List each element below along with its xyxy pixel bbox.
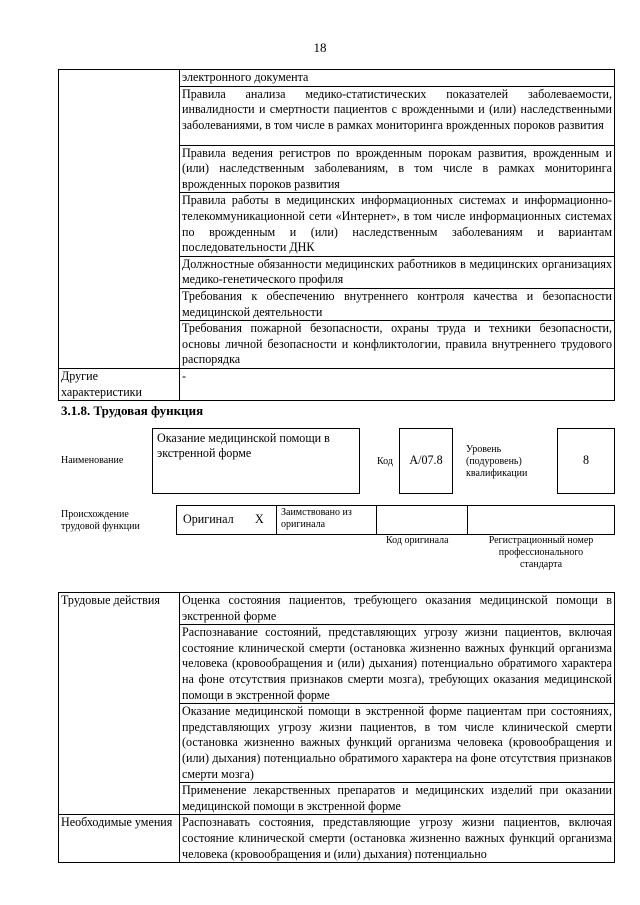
- code-value: A/07.8: [409, 453, 443, 467]
- list-item: Распознавание состояний, представляющих угрозу жизни пациентов, включая состояние клинической смерти (остановка жизненно важных функций организма человека (кровообращения и (или) дыхания) потенциально обратимого характера на фоне отсутствия признаков смерти мозга), требующих оказания медицинской помощи в экстренной форме: [180, 625, 615, 704]
- origin-label: Происхождение трудовой функции: [61, 509, 140, 532]
- row-label: Необходимые умения: [59, 815, 180, 863]
- top-table: [58, 69, 615, 401]
- list-item: Требования пожарной безопасности, охраны труда и техники безопасности, основы личной безопасности и конфликтологии, правила внутреннего трудового распорядка: [180, 321, 615, 369]
- list-item: Распознавать состояния, представляющие угрозу жизни пациентов, включая состояние клинической смерти (остановка жизненно важных функций организма человека (кровообращения и (или) дыхания) потенциально: [180, 815, 615, 863]
- borrowed-box: [276, 505, 377, 535]
- reg-number-box: [467, 505, 615, 535]
- page-number: 18: [313, 40, 327, 55]
- borrowed-label: Заимствовано из оригинала: [281, 507, 352, 530]
- reg-number-label: Регистрационный номер профессионального стандарта: [488, 535, 594, 570]
- name-label: Наименование: [61, 455, 124, 466]
- list-item: Оценка состояния пациентов, требующего оказания медицинской помощи в экстренной форме: [180, 593, 615, 625]
- list-item: -: [180, 368, 615, 400]
- list-item: Требования к обеспечению внутреннего контроля качества и безопасности медицинской деятельности: [180, 288, 615, 320]
- row-label: [59, 70, 180, 369]
- list-item: Правила анализа медико-статистических показателей заболеваемости, инвалидности и смертности пациентов с врожденными и (или) наследственными заболеваниями, в том числе в рамках мониторинга врожденных пороков развития: [180, 86, 615, 145]
- level-label: Уровень (подуровень) квалификации: [466, 444, 528, 479]
- table-row: [59, 368, 615, 400]
- code-box: [399, 428, 453, 494]
- code-label: Код: [377, 456, 393, 467]
- table-row: [59, 70, 615, 87]
- list-item: электронного документа: [180, 70, 615, 87]
- original-box: [176, 505, 277, 535]
- list-item: Должностные обязанности медицинских работников в медицинских организациях медико-генетического профиля: [180, 256, 615, 288]
- list-item: Применение лекарственных препаратов и медицинских изделий при оказании медицинской помощи в экстренной форме: [180, 783, 615, 815]
- list-item: Оказание медицинской помощи в экстренной форме пациентам при состояниях, представляющих угрозу жизни пациентов, в том числе клинической смерти (остановка жизненно важных функций организма человека (кровообращения и (или) дыхания) потенциально обратимого характера на фоне отсутствия признаков смерти мозга): [180, 704, 615, 783]
- table-row: [59, 815, 615, 863]
- original-mark: X: [255, 512, 264, 526]
- orig-code-box: [376, 505, 468, 535]
- bottom-table: [58, 592, 615, 863]
- table-row: [59, 593, 615, 625]
- list-item: Правила ведения регистров по врожденным порокам развития, врожденным и (или) наследственным заболеваниям, в том числе в рамках мониторинга врожденных пороков развития: [180, 145, 615, 193]
- orig-code-label: Код оригинала: [386, 535, 449, 546]
- level-box: [557, 428, 615, 494]
- section-heading: 3.1.8. Трудовая функция: [61, 403, 204, 418]
- original-label: Оригинал: [183, 512, 234, 526]
- row-label: Трудовые действия: [59, 593, 180, 815]
- name-value: Оказание медицинской помощи в экстренной форме: [157, 431, 330, 460]
- list-item: Правила работы в медицинских информационных системах и информационно-телекоммуникационной сети «Интернет», в том числе информационных системах по врожденным и (или) наследственным заболеваниям и вариантам последовательности ДНК: [180, 193, 615, 256]
- row-label: Другие характеристики: [59, 368, 180, 400]
- name-box: [152, 428, 360, 494]
- level-value: 8: [582, 453, 590, 467]
